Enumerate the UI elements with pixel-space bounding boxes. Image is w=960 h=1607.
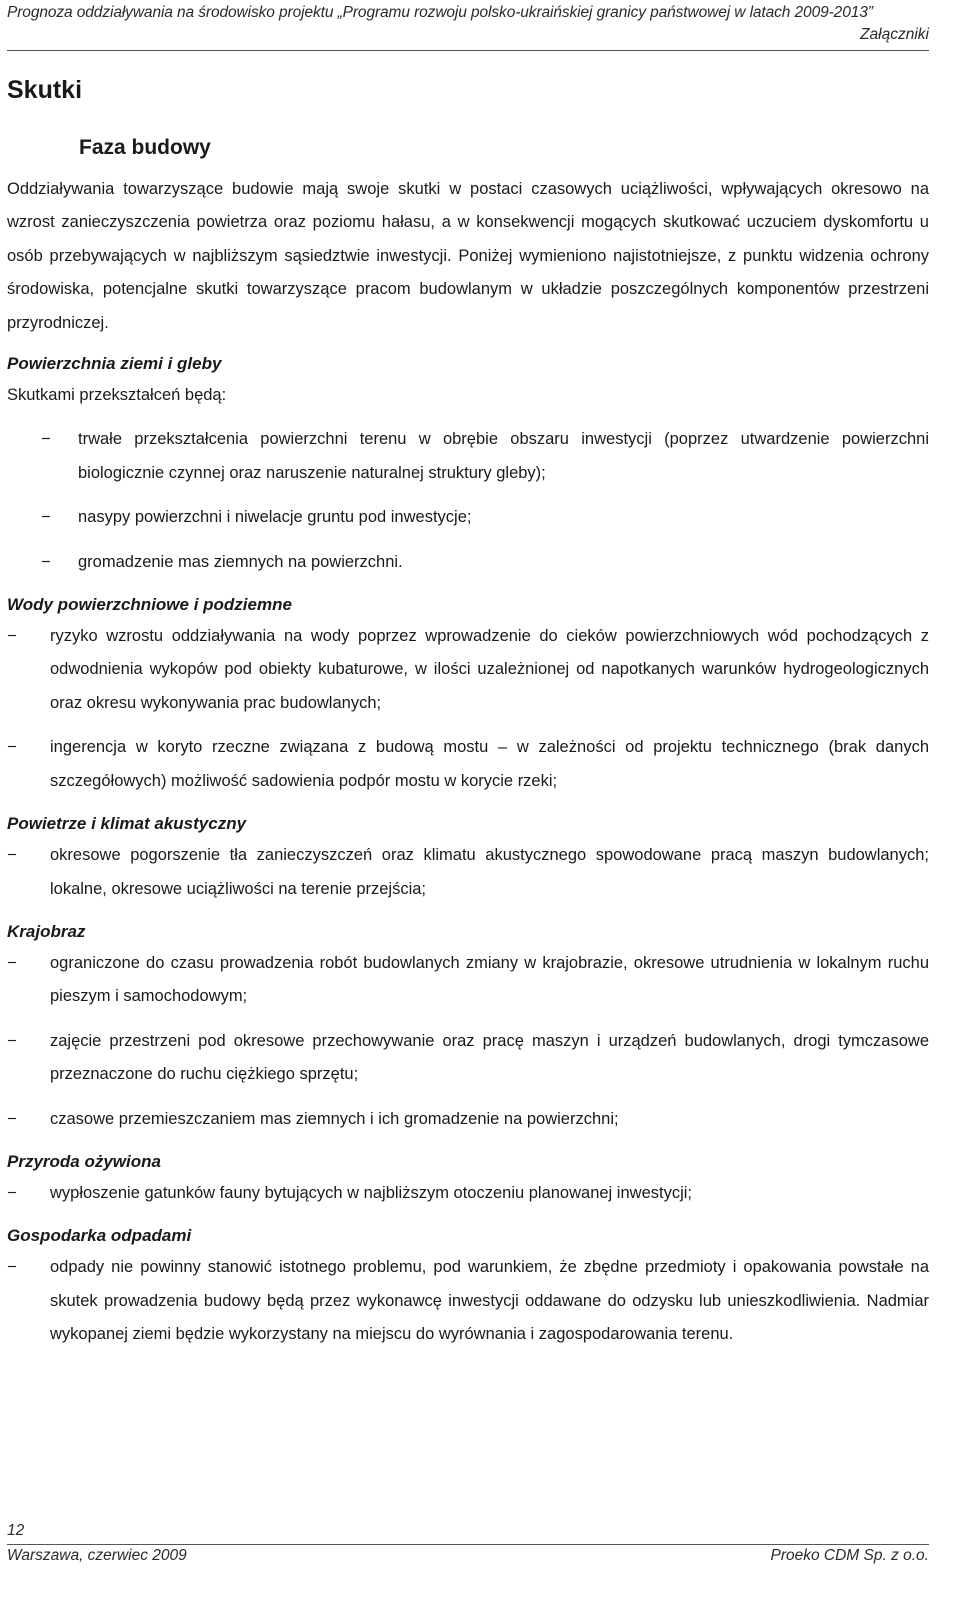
- dash-bullet: −: [7, 1183, 17, 1202]
- bullet-list: [7, 620, 929, 798]
- list-item: [7, 731, 929, 798]
- dash-bullet: −: [7, 1031, 17, 1050]
- section-heading: Krajobraz: [7, 921, 86, 941]
- list-item-text: nasypy powierzchni i niwelacje gruntu pod inwestycje;: [78, 508, 472, 527]
- section-lead: Skutkami przekształceń będą:: [7, 386, 227, 405]
- section-heading: Wody powierzchniowe i podziemne: [7, 595, 292, 615]
- list-item: [7, 620, 929, 720]
- header-divider: [7, 50, 929, 51]
- section-waste: [7, 1221, 929, 1351]
- bullet-list: [7, 423, 929, 579]
- list-item-text: gromadzenie mas ziemnych na powierzchni.: [78, 552, 403, 571]
- list-item-text: czasowe przemieszczaniem mas ziemnych i ich gromadzenie na powierzchni;: [50, 1109, 619, 1128]
- section-landscape: [7, 917, 929, 1136]
- section-air-acoustic: [7, 809, 929, 906]
- list-item: [7, 947, 929, 1014]
- list-item-text: ingerencja w koryto rzeczne związana z budową mostu – w zależności od projektu technicznego (brak danych szczegółowych) możliwość sadowienia podpór mostu w korycie rzeki;: [50, 738, 929, 790]
- dash-bullet: −: [7, 1109, 17, 1128]
- page-number: 12: [7, 1522, 25, 1539]
- list-item: [7, 1251, 929, 1351]
- section-surface-soil: [7, 349, 929, 579]
- bullet-list: [7, 1251, 929, 1351]
- list-item: [7, 546, 929, 579]
- section-heading: Gospodarka odpadami: [7, 1226, 192, 1246]
- list-item-text: wypłoszenie gatunków fauny bytujących w najbliższym otoczeniu planowanej inwestycji;: [50, 1183, 692, 1202]
- dash-bullet: −: [7, 1258, 17, 1277]
- list-item-text: okresowe pogorszenie tła zanieczyszczeń oraz klimatu akustycznego spowodowane pracą maszyn budowlanych; lokalne, okresowe uciążliwości na terenie przejścia;: [50, 846, 929, 898]
- list-item: [7, 839, 929, 906]
- bullet-list: [7, 947, 929, 1136]
- dash-bullet: −: [41, 508, 51, 527]
- header-section-label: Załączniki: [860, 26, 929, 43]
- phase-title: Faza budowy: [79, 136, 211, 159]
- dash-bullet: −: [7, 846, 17, 865]
- list-item: [7, 423, 929, 490]
- list-item: [7, 501, 929, 534]
- section-heading: Powierzchnia ziemi i gleby: [7, 354, 222, 374]
- footer-divider: [7, 1544, 929, 1545]
- document-body: [7, 173, 929, 1363]
- dash-bullet: −: [7, 953, 17, 972]
- document-page: [7, 0, 929, 1607]
- header-title: Prognoza oddziaływania na środowisko projektu „Programu rozwoju polsko-ukraińskiej granicy państwowej w latach 2009-2013”: [7, 4, 873, 21]
- dash-bullet: −: [7, 627, 17, 646]
- list-item-text: zajęcie przestrzeni pod okresowe przechowywanie oraz pracę maszyn i urządzeń budowlanych, drogi tymczasowe przeznaczone do ruchu ciężkiego sprzętu;: [50, 1031, 929, 1084]
- list-item-text: odpady nie powinny stanowić istotnego problemu, pod warunkiem, że zbędne przedmioty i opakowania powstałe na skutek prowadzenia budowy będą przez wykonawcę inwestycji oddawane do odzysku lub unieszkodliwienia. Nadmiar wykopanej ziemi będzie wykorzystany na miejscu do wyrównania i zagospodarowania terenu.: [50, 1258, 929, 1344]
- section-water: [7, 590, 929, 798]
- bullet-list: [7, 1177, 929, 1210]
- section-wildlife: [7, 1147, 929, 1210]
- list-item-text: ograniczone do czasu prowadzenia robót budowlanych zmiany w krajobrazie, okresowe utrudnienia w lokalnym ruchu pieszym i samochodowym;: [50, 953, 929, 1006]
- bullet-list: [7, 839, 929, 906]
- dash-bullet: −: [41, 552, 51, 571]
- footer-company: Proeko CDM Sp. z o.o.: [770, 1547, 929, 1564]
- section-heading: Powietrze i klimat akustyczny: [7, 814, 247, 834]
- list-item-text: ryzyko wzrostu oddziaływania na wody poprzez wprowadzenie do cieków powierzchniowych wód pochodzących z odwodnienia wykopów pod obiekty kubaturowe, w ilości uzależnionej od napotkanych warunków hydrogeologicznych oraz okresu wykonywania prac budowlanych;: [50, 627, 929, 712]
- list-item: [7, 1177, 929, 1210]
- dash-bullet: −: [7, 738, 17, 757]
- list-item: [7, 1025, 929, 1092]
- section-heading: Przyroda ożywiona: [7, 1151, 161, 1171]
- list-item-text: trwałe przekształcenia powierzchni terenu w obrębie obszaru inwestycji (poprzez utwardzenie powierzchni biologicznie czynnej oraz naruszenie naturalnej struktury gleby);: [78, 430, 929, 482]
- intro-paragraph: Oddziaływania towarzyszące budowie mają swoje skutki w postaci czasowych uciążliwości, wpływających okresowo na wzrost zanieczyszczenia powietrza oraz poziomu hałasu, a w konsekwencji mogących skutkować uczuciem dyskomfortu u osób przebywających w najbliższym sąsiedztwie inwestycji. Poniżej wymieniono najistotniejsze, z punktu widzenia ochrony środowiska, potencjalne skutki towarzyszące pracom budowlanym w układzie poszczególnych komponentów przestrzeni przyrodniczej.: [7, 180, 929, 332]
- dash-bullet: −: [41, 430, 51, 449]
- page-title: Skutki: [7, 76, 83, 104]
- list-item: [7, 1103, 929, 1136]
- footer-place-date: Warszawa, czerwiec 2009: [7, 1547, 187, 1564]
